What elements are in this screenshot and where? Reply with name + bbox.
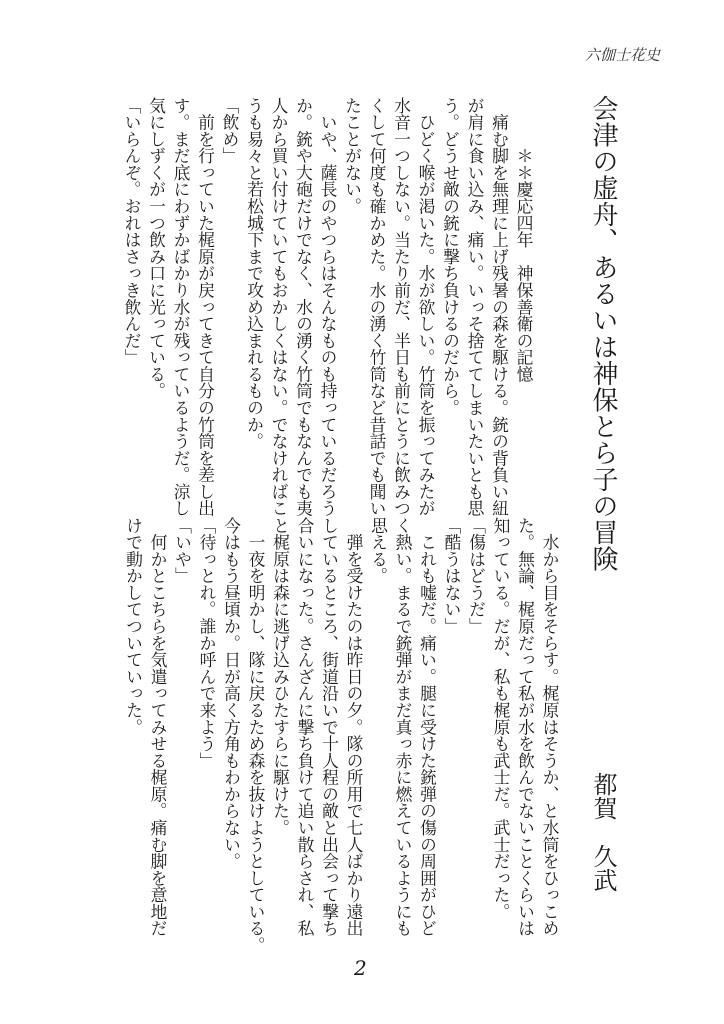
text-column: けで動かしてついていった。 [123,517,144,736]
text-column: ひどく喉が渇いた。水が欲しい。竹筒を振ってみたが [416,97,436,517]
text-column: 「飲め」 [220,97,240,165]
running-header: 六伽士花史 [584,46,660,64]
text-column: 水音一つしない。当たり前だ、半日も前にとうに飲みつ [391,97,412,517]
text-column: と梶原は森に逃げ込みひたすらに駆けた。 [270,517,291,837]
text-column: 前を行っていた梶原が戻ってきて自分の竹筒を差し出 [195,97,216,517]
text-column: 気にしずくが一つ飲み口に光っている。 [146,97,167,400]
text-column: た。無論、梶原だって私が水を飲んでないことくらいは [515,517,536,937]
text-column: たことがない。 [342,97,363,215]
text-column: 「待っとれ。誰か呼んで来よう」 [197,517,217,769]
text-column: 「いや」 [172,517,193,585]
page-number: 2 [354,956,367,980]
text-column: う。どうせ敵の銃に撃ち負けるのだから。 [440,97,461,417]
text-column: 合いになった。さんざんに撃ち負けて追い散らされ、私 [295,517,315,937]
text-column: が肩に食い込み、痛い。いっそ捨ててしまいたいとも思 [465,97,485,517]
text-column: 「酷うはない」 [442,517,462,635]
text-column: 知っている。だが、私も梶原も武士だ。武士だった。 [491,517,511,920]
text-column: 何かとこちらを気遣ってみせる梶原。痛む脚を意地だ [148,517,168,937]
text-column: 思える。 [368,517,389,585]
text-column: これも嘘だ。痛い。腿に受けた銃弾の傷の周囲がひど [417,517,438,937]
text-column: 弾を受けたのは昨日の夕。隊の所用で七人ばかり遠出 [344,517,364,937]
body-text-bottom [121,517,562,954]
text-column: 今はもう昼頃か。日が高く方角もわからない。 [221,517,242,870]
text-column: 痛む脚を無理に上げ残暑の森を駆ける。銃の背負い紐 [489,97,510,517]
body-text-top [120,97,537,517]
text-column: く熱い。まるで銃弾がまだ真っ赤に燃えているようにも [393,517,413,937]
text-column: 人から買い付けていてもおかしくはない。でなければこ [269,97,289,517]
story-title: 会津の虚舟、あるいは神保とら子の冒険 [588,95,618,572]
text-column: いや、薩長のやつらはそんなものも持っているだろう [318,97,338,517]
text-column: ＊＊慶応四年 神保善衛の記憶 [514,97,534,383]
text-column: す。まだ底にわずかばかり水が残っているようだ。涼し [171,97,191,517]
text-column: うも易々と若松城下まで攻め込まれるものか。 [244,97,265,450]
text-column: くして何度も確かめた。水の湧く竹筒など昔話でも聞い [367,97,387,517]
text-column: 一夜を明かし、隊に戻るため森を抜けようとしている。 [246,517,266,954]
text-column: か。銃や大砲だけでなく、水の湧く竹筒でもなんでも夷 [293,97,314,517]
text-column: 「いらんぞ。おれはさっき飲んだ」 [122,97,142,366]
text-column: しているところ、街道沿いで十人程の敵と出会って撃ち [319,517,340,937]
author-name: 都賀 久武 [589,772,617,892]
text-column: 「傷はどうだ」 [466,517,487,635]
text-column: 水から目をそらす。梶原はそうか、と水筒をひっこめ [540,517,560,937]
